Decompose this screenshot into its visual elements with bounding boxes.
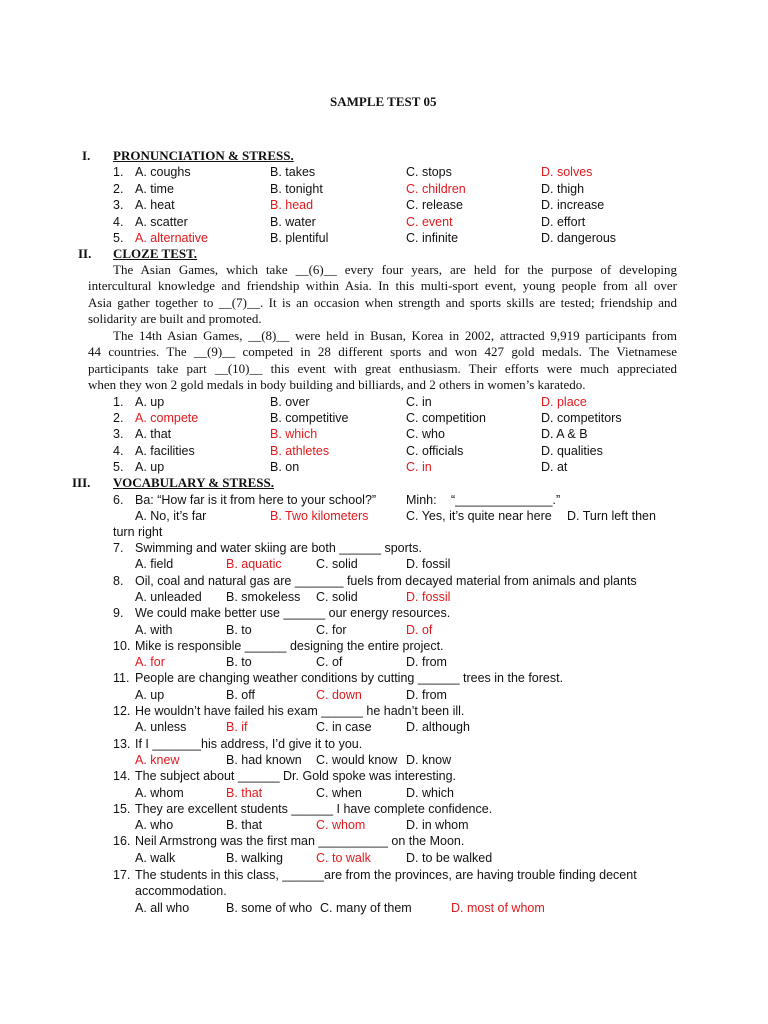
question-number: 4.: [113, 214, 124, 229]
option-d-continued: turn right: [113, 525, 163, 539]
paragraph-line: Asia gather together to __(7)__. It is an occasion when strength and sports skills are tested; friendship and: [88, 294, 677, 310]
question-number: 2.: [113, 181, 124, 196]
question-number: 2.: [113, 411, 124, 426]
option-a: A. No, it’s far: [135, 509, 207, 523]
option-c: C. who: [406, 427, 445, 442]
option-c: C. event: [406, 214, 453, 229]
option-a: A. up: [135, 395, 165, 409]
option-b: B. to: [226, 622, 252, 637]
option-c: C. of: [316, 655, 343, 670]
option-d: D. thigh: [541, 181, 585, 196]
question-stem: We could make better use ______ our energy resources.: [135, 606, 451, 621]
option-d: D. most of whom: [451, 901, 545, 915]
question-number: 3.: [113, 198, 124, 213]
question-number: 1.: [113, 165, 124, 179]
option-b: B. some of who: [226, 901, 313, 915]
section2-number: II.: [78, 246, 92, 261]
option-d: D. to be walked: [406, 850, 493, 865]
question-stem: If I _______his address, I’d give it to you.: [135, 736, 363, 751]
option-c: C. to walk: [316, 850, 371, 865]
option-c: C. down: [316, 687, 362, 702]
option-b: B. Two kilometers: [270, 509, 369, 523]
option-a: A. scatter: [135, 214, 188, 229]
question-stem: He wouldn’t have failed his exam ______ he hadn’t been ill.: [135, 704, 465, 718]
question-number: 11.: [113, 671, 130, 686]
option-a: A. unless: [135, 720, 187, 735]
option-d: D. competitors: [541, 411, 622, 426]
option-c: C. in: [406, 395, 432, 409]
option-b: B. smokeless: [226, 589, 301, 604]
option-c: C. children: [406, 181, 466, 196]
option-b: B. plentiful: [270, 231, 329, 246]
option-b: B. that: [226, 818, 263, 833]
option-b: B. had known: [226, 752, 302, 767]
option-a: A. up: [135, 459, 165, 474]
paragraph-line: when they won 2 gold medals in body building and billiards, and 2 others in women’s karatedo.: [88, 376, 586, 392]
option-a: A. coughs: [135, 165, 191, 179]
option-d: D. in whom: [406, 818, 469, 833]
option-b: B. walking: [226, 850, 283, 865]
option-a: A. compete: [135, 411, 199, 426]
paragraph-line: 44 countries. The __(9)__ competed in 28 different sports and won 427 gold medals. The Vietnamese: [88, 344, 677, 360]
option-c: C. Yes, it’s quite near here: [406, 509, 552, 523]
option-d: D. increase: [541, 198, 605, 213]
option-d: D. which: [406, 785, 454, 800]
question-number: 6.: [113, 493, 124, 507]
option-a: A. with: [135, 622, 173, 637]
paragraph-line: The 14th Asian Games, __(8)__ were held in Busan, Korea in 2002, attracted 9,919 participants from: [113, 328, 677, 343]
question-number: 4.: [113, 443, 124, 458]
option-b: B. off: [226, 687, 255, 702]
option-a: A. for: [135, 655, 165, 670]
question-number: 10.: [113, 638, 131, 653]
option-a: A. up: [135, 687, 165, 702]
question-stem: Neil Armstrong was the first man __________ on the Moon.: [135, 834, 465, 849]
option-a: A. field: [135, 557, 174, 572]
option-c: C. release: [406, 198, 463, 213]
option-c: C. many of them: [320, 901, 412, 915]
question-number: 16.: [113, 834, 131, 849]
question-number: 5.: [113, 459, 124, 474]
option-b: B. that: [226, 785, 263, 800]
paragraph-line: participants take part __(10)__ this event with great enthusiasm. Their efforts were much appreciated: [88, 360, 677, 376]
option-c: C. whom: [316, 818, 366, 833]
question-number: 3.: [113, 427, 124, 442]
option-d: D. effort: [541, 214, 586, 229]
option-d: D. qualities: [541, 443, 603, 458]
option-b: B. to: [226, 655, 252, 670]
option-b: B. aquatic: [226, 557, 282, 572]
option-c: C. infinite: [406, 231, 459, 246]
option-a: A. heat: [135, 198, 175, 213]
option-a: A. that: [135, 427, 172, 442]
section2-heading: CLOZE TEST.: [113, 246, 198, 261]
question-stem: Swimming and water skiing are both ______ sports.: [135, 541, 422, 555]
option-c: C. would know: [316, 752, 398, 767]
option-c: C. competition: [406, 411, 486, 426]
option-b: B. which: [270, 427, 318, 442]
option-a: A. walk: [135, 850, 176, 865]
option-d: D. place: [541, 395, 587, 409]
question-number: 17.: [113, 868, 131, 882]
option-c: C. stops: [406, 165, 452, 179]
option-d: D. of: [406, 622, 433, 637]
page-title: SAMPLE TEST 05: [330, 94, 437, 109]
option-a: A. whom: [135, 785, 184, 800]
option-c: C. officials: [406, 443, 464, 458]
question-number: 9.: [113, 606, 124, 621]
option-d: D. dangerous: [541, 231, 617, 246]
question-stem: The students in this class, ______are from the provinces, are having trouble finding decent: [135, 868, 637, 882]
question-number: 14.: [113, 769, 131, 784]
question-number: 13.: [113, 736, 131, 751]
option-c: C. in: [406, 459, 432, 474]
paragraph-line: intercultural knowledge and friendship within Asia. In this multi-sport event, young people from all over: [88, 278, 677, 294]
question-number: 12.: [113, 704, 131, 718]
section3-heading: VOCABULARY & STRESS.: [113, 475, 274, 490]
question-number: 5.: [113, 231, 124, 246]
option-c: C. solid: [316, 557, 358, 572]
option-c: C. in case: [316, 720, 372, 735]
option-b: B. competitive: [270, 411, 349, 426]
option-b: B. on: [270, 459, 300, 474]
section1-heading: PRONUNCIATION & STRESS.: [113, 148, 294, 163]
option-b: B. if: [226, 720, 248, 735]
option-b: B. head: [270, 198, 314, 213]
option-a: A. who: [135, 818, 174, 833]
option-c: C. when: [316, 785, 362, 800]
option-a: A. unleaded: [135, 589, 202, 604]
option-b: B. athletes: [270, 443, 330, 458]
section1-number: I.: [82, 148, 91, 163]
option-d: D. A & B: [541, 427, 588, 442]
option-b: B. over: [270, 395, 310, 409]
question-stem: Ba: “How far is it from here to your school?”: [135, 493, 377, 507]
question-stem: The subject about ______ Dr. Gold spoke was interesting.: [135, 769, 457, 784]
paragraph-line: The Asian Games, which take __(6)__ every four years, are held for the purpose of developing: [113, 262, 677, 277]
question-stem: They are excellent students ______ I have complete confidence.: [135, 801, 493, 816]
question-stem: Mike is responsible ______ designing the entire project.: [135, 638, 444, 653]
question-number: 7.: [113, 541, 124, 555]
question-number: 1.: [113, 395, 124, 409]
question-stem: People are changing weather conditions by cutting ______ trees in the forest.: [135, 671, 564, 686]
question-stem-continued: accommodation.: [135, 884, 227, 898]
option-a: A. facilities: [135, 443, 195, 458]
question-number: 8.: [113, 573, 124, 588]
option-b: B. takes: [270, 165, 316, 179]
option-d: D. fossil: [406, 557, 451, 572]
section3-number: III.: [72, 475, 91, 490]
paragraph-line: solidarity are built and promoted.: [88, 310, 262, 326]
option-d: D. Turn left then: [567, 509, 656, 523]
speaker-label: Minh:: [406, 493, 437, 507]
question-number: 15.: [113, 801, 131, 816]
option-b: B. tonight: [270, 181, 323, 196]
option-a: A. time: [135, 181, 174, 196]
option-d: D. at: [541, 459, 568, 474]
option-d: D. solves: [541, 165, 593, 179]
option-c: C. solid: [316, 589, 358, 604]
option-a: A. all who: [135, 901, 190, 915]
option-d: D. fossil: [406, 589, 451, 604]
option-b: B. water: [270, 214, 316, 229]
answer-blank: “______________.”: [451, 493, 561, 507]
question-stem: Oil, coal and natural gas are _______ fuels from decayed material from animals and plants: [135, 573, 637, 588]
option-a: A. knew: [135, 752, 180, 767]
option-d: D. although: [406, 720, 470, 735]
option-d: D. from: [406, 687, 447, 702]
option-d: D. know: [406, 752, 452, 767]
option-d: D. from: [406, 655, 447, 670]
option-c: C. for: [316, 622, 347, 637]
option-a: A. alternative: [135, 231, 208, 246]
